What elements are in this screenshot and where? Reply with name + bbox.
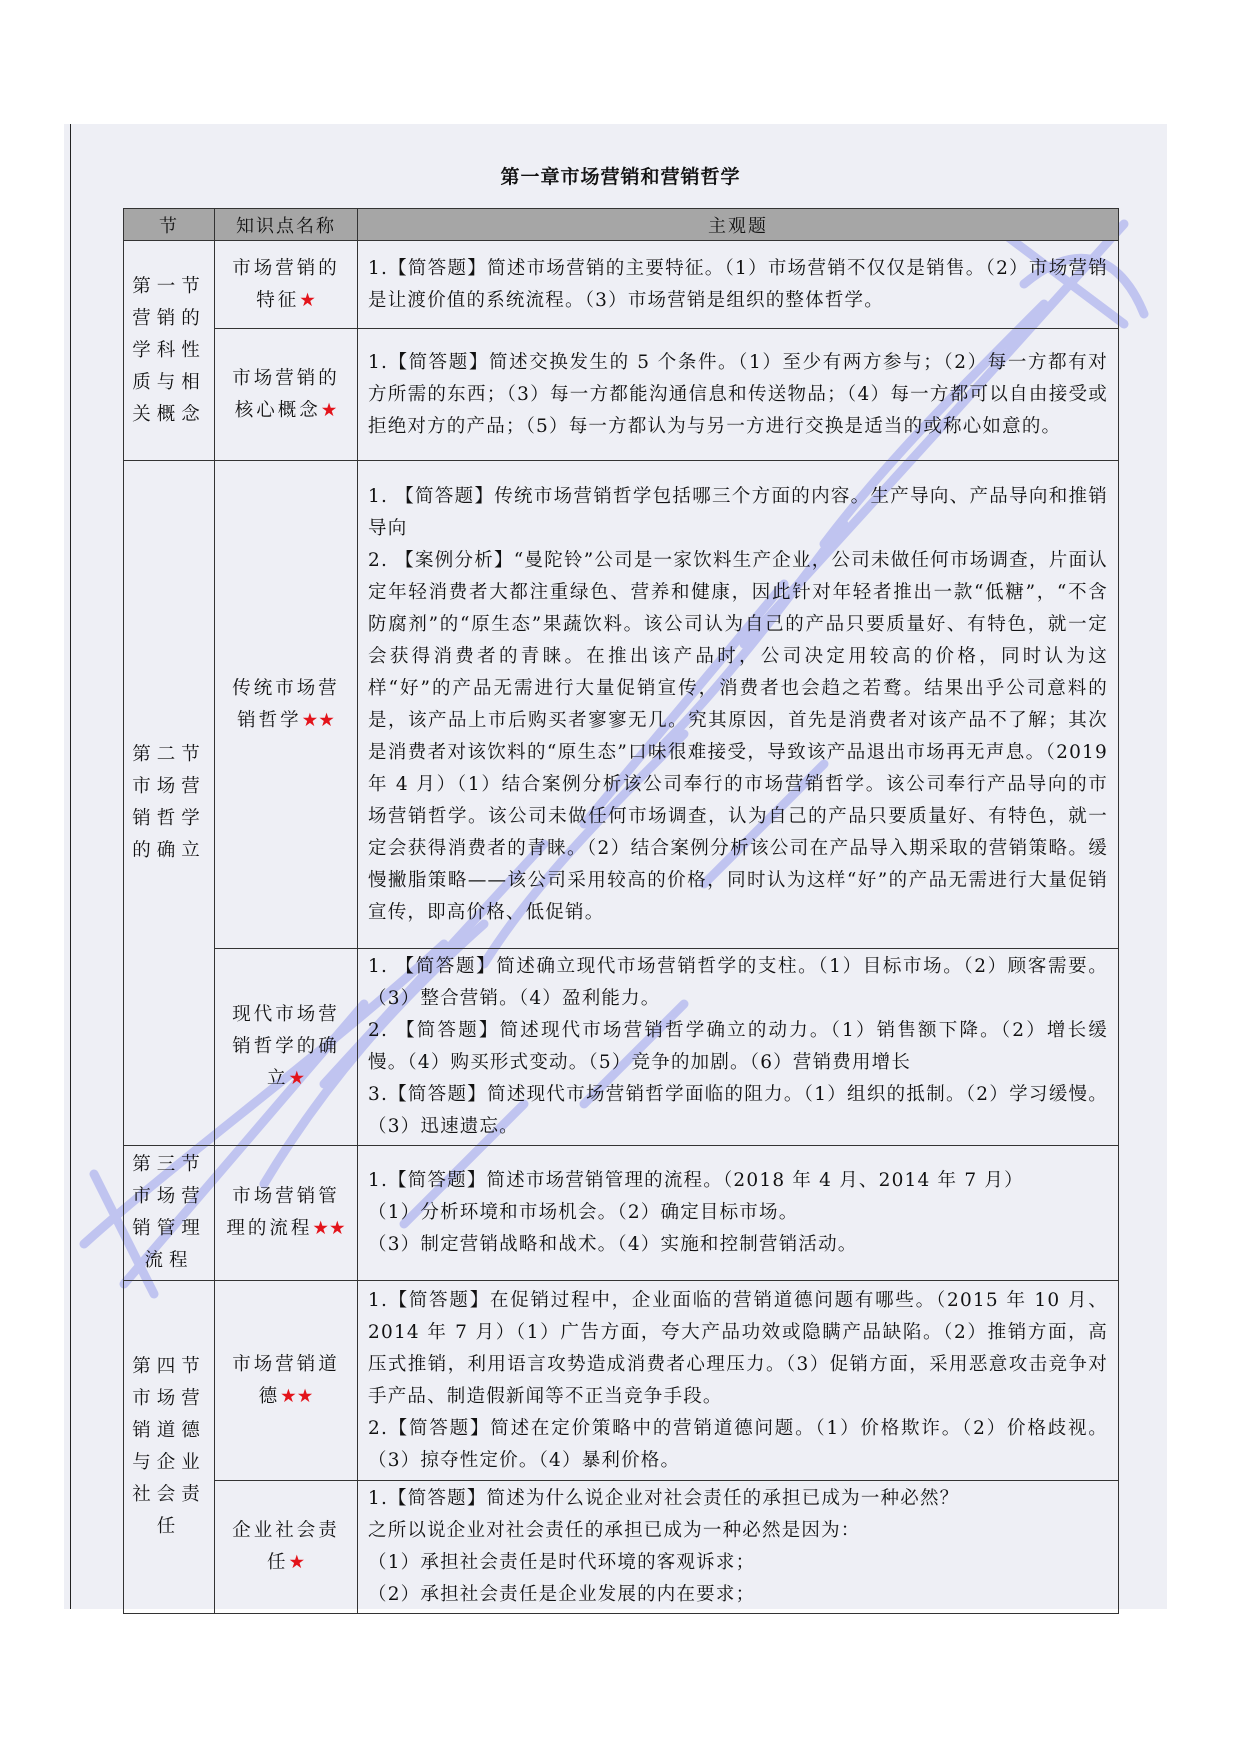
question-text: 1.【简答题】简述为什么说企业对社会责任的承担已成为一种必然？ <box>368 1488 960 1509</box>
table-row <box>124 949 1119 1146</box>
page-title: 第一章市场营销和营销哲学 <box>500 166 741 188</box>
header-section: 节 <box>124 209 215 241</box>
knowledge-point-cell <box>215 329 358 461</box>
table-row <box>124 241 1119 329</box>
knowledge-point-cell <box>215 949 358 1146</box>
star-rating-icon: ★ <box>299 289 316 311</box>
question-cell <box>358 461 1119 949</box>
section-cell: 第三节市场营销管理流程 <box>124 1146 215 1281</box>
question-text: （1）分析环境和市场机会。（2）确定目标市场。 <box>368 1202 799 1223</box>
question-text: 3.【简答题】简述现代市场营销哲学面临的阻力。（1）组织的抵制。（2）学习缓慢。（3）迅速遗忘。 <box>368 1084 1108 1137</box>
question-cell <box>358 1146 1119 1281</box>
knowledge-point-label: 市场营销的特征 <box>232 257 340 311</box>
question-text: 1. 【简答题】简述确立现代市场营销哲学的支柱。（1）目标市场。（2）顾客需要。（3）整合营销。（4）盈利能力。 <box>368 956 1108 1009</box>
table-row <box>124 461 1119 949</box>
knowledge-point-label: 传统市场营销哲学 <box>232 677 340 731</box>
knowledge-point-cell <box>215 241 358 329</box>
question-text: （2）承担社会责任是企业发展的内在要求； <box>368 1584 756 1605</box>
question-text: 1.【简答题】在促销过程中，企业面临的营销道德问题有哪些。（2015 年 10 月、2014 年 7 月）（1）广告方面，夸大产品功效或隐瞒产品缺陷。（2）推销方面，高压式推销，利用语言攻势造成消费者心理压力。（3）促销方面，采用恶意攻击竞争对手产品、制造假新闻等不正当竞争手段。 <box>368 1289 1108 1407</box>
table-row <box>124 1146 1119 1281</box>
knowledge-point-cell <box>215 461 358 949</box>
knowledge-point-label: 市场营销管理的流程 <box>226 1186 340 1239</box>
section-cell: 第四节市场营销道德与企业社会责任 <box>124 1281 215 1614</box>
knowledge-point-label: 市场营销道德 <box>232 1353 340 1407</box>
table-row <box>124 329 1119 461</box>
table-row <box>124 1281 1119 1481</box>
question-cell <box>358 329 1119 461</box>
question-text: 2.【简答题】简述在定价策略中的营销道德问题。（1）价格欺诈。（2）价格歧视。（3）掠夺性定价。（4）暴利价格。 <box>368 1417 1108 1471</box>
star-rating-icon: ★★ <box>312 1218 346 1239</box>
star-rating-icon: ★★ <box>301 709 335 731</box>
page-left-border <box>70 124 71 1609</box>
question-text: 1.【简答题】简述交换发生的 5 个条件。（1）至少有两方参与；（2）每一方都有对方所需的东西；（3）每一方都能沟通信息和传送物品；（4）每一方都可以自由接受或拒绝对方的产品；（5）每一方都认为与另一方进行交换是适当的或称心如意的。 <box>368 351 1108 437</box>
knowledge-point-label: 企业社会责任 <box>232 1520 340 1573</box>
knowledge-point-cell <box>215 1281 358 1481</box>
section-cell: 第二节市场营销哲学的确立 <box>124 461 215 1146</box>
question-cell <box>358 241 1119 329</box>
question-text: 1.【简答题】简述市场营销管理的流程。（2018 年 4 月、2014 年 7 月） <box>368 1170 1024 1191</box>
knowledge-point-label: 市场营销的核心概念 <box>232 367 340 421</box>
question-text: 2. 【案例分析】“曼陀铃”公司是一家饮料生产企业，公司未做任何市场调查，片面认定年轻消费者大都注重绿色、营养和健康，因此针对年轻者推出一款“低糖”，“不含防腐剂”的“原生态”果蔬饮料。该公司认为自己的产品只要质量好、有特色，就一定会获得消费者的青睐。在推出该产品时，公司决定用较高的价格，同时认为这样“好”的产品无需进行大量促销宣传，消费者也会趋之若鹜。结果出乎公司意料的是，该产品上市后购买者寥寥无几。究其原因，首先是消费者对该产品不了解；其次是消费者对该饮料的“原生态”口味很难接受，导致该产品退出市场再无声息。（2019 年 4 月）（1）结合案例分析该公司奉行的市场营销哲学。该公司奉行产品导向的市场营销哲学。该公司未做任何市场调查，认为自己的产品只要质量好、有特色，就一定会获得消费者的青睐。（2）结合案例分析该公司在产品导入期采取的营销策略。缓慢撇脂策略——该公司采用较高的价格，同时认为这样“好”的产品无需进行大量促销宣传，即高价格、低促销。 <box>368 549 1108 923</box>
question-cell <box>358 1281 1119 1481</box>
star-rating-icon: ★ <box>320 399 338 421</box>
knowledge-point-cell <box>215 1146 358 1281</box>
table-row <box>124 1481 1119 1614</box>
question-text: （1）承担社会责任是时代环境的客观诉求； <box>368 1552 756 1573</box>
question-text: 1.【简答题】简述市场营销的主要特征。（1）市场营销不仅仅是销售。（2）市场营销是让渡价值的系统流程。（3）市场营销是组织的整体哲学。 <box>368 257 1108 311</box>
question-text: 2. 【简答题】简述现代市场营销哲学确立的动力。（1）销售额下降。（2）增长缓慢。（4）购买形式变动。（5）竞争的加剧。（6）营销费用增长 <box>368 1020 1108 1073</box>
question-text: 之所以说企业对社会责任的承担已成为一种必然是因为： <box>368 1520 861 1541</box>
section-cell: 第一节营销的学科性质与相关概念 <box>124 241 215 461</box>
star-rating-icon: ★ <box>288 1068 306 1089</box>
question-cell <box>358 1481 1119 1614</box>
question-text: 1. 【简答题】传统市场营销哲学包括哪三个方面的内容。生产导向、产品导向和推销导向 <box>368 485 1108 539</box>
star-rating-icon: ★ <box>288 1552 306 1573</box>
header-subjective-questions: 主观题 <box>358 209 1119 241</box>
knowledge-point-label: 现代市场营销哲学的确立 <box>232 1004 340 1089</box>
question-cell <box>358 949 1119 1146</box>
question-text: （3）制定营销战略和战术。（4）实施和控制营销活动。 <box>368 1234 858 1255</box>
table-header-row <box>124 209 1119 241</box>
knowledge-point-cell <box>215 1481 358 1614</box>
knowledge-table <box>123 208 1119 1614</box>
header-knowledge-point: 知识点名称 <box>215 209 358 241</box>
star-rating-icon: ★★ <box>280 1385 314 1407</box>
